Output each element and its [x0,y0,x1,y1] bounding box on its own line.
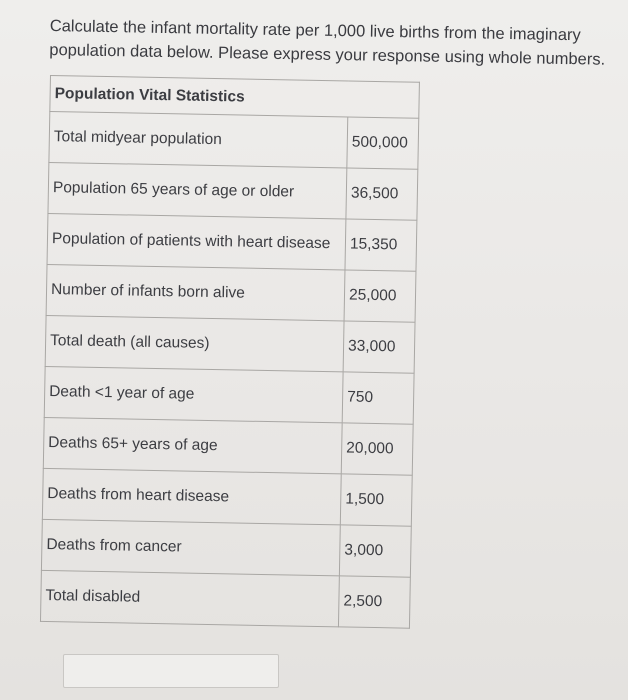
row-value: 33,000 [343,321,415,373]
table-row [41,519,411,577]
row-value: 3,000 [339,525,411,577]
row-label: Death <1 year of age [44,366,343,422]
table-row [44,366,414,424]
vital-statistics-table [40,75,420,629]
table-row [49,112,419,170]
row-value: 36,500 [346,168,418,220]
row-label: Total disabled [40,570,339,626]
row-value: 2,500 [338,576,410,628]
row-label: Population of patients with heart disease [47,213,346,269]
row-label: Number of infants born alive [46,264,345,320]
row-value: 1,500 [340,474,412,526]
table-row [48,162,418,220]
answer-input[interactable] [63,654,279,688]
table-row [43,417,413,475]
table-row [47,213,417,271]
vital-statistics-table-container [40,75,420,629]
table-row [42,468,412,526]
row-value: 750 [342,372,414,424]
row-value: 25,000 [344,270,416,322]
table-row [45,315,415,373]
row-label: Deaths from heart disease [42,468,341,524]
row-label: Population 65 years of age or older [48,162,347,218]
table-row [46,264,416,322]
row-value: 20,000 [341,423,413,475]
row-label: Total midyear population [49,112,348,168]
table-title: Population Vital Statistics [50,76,420,119]
question-text: Calculate the infant mortality rate per 1,000 live births from the imaginary population data below. Please express your response using whole numbers. [49,16,606,69]
row-label: Total death (all causes) [45,315,344,371]
row-label: Deaths 65+ years of age [43,417,342,473]
row-label: Deaths from cancer [41,519,340,575]
row-value: 500,000 [347,117,419,169]
row-value: 15,350 [345,219,417,271]
table-row [40,570,410,628]
